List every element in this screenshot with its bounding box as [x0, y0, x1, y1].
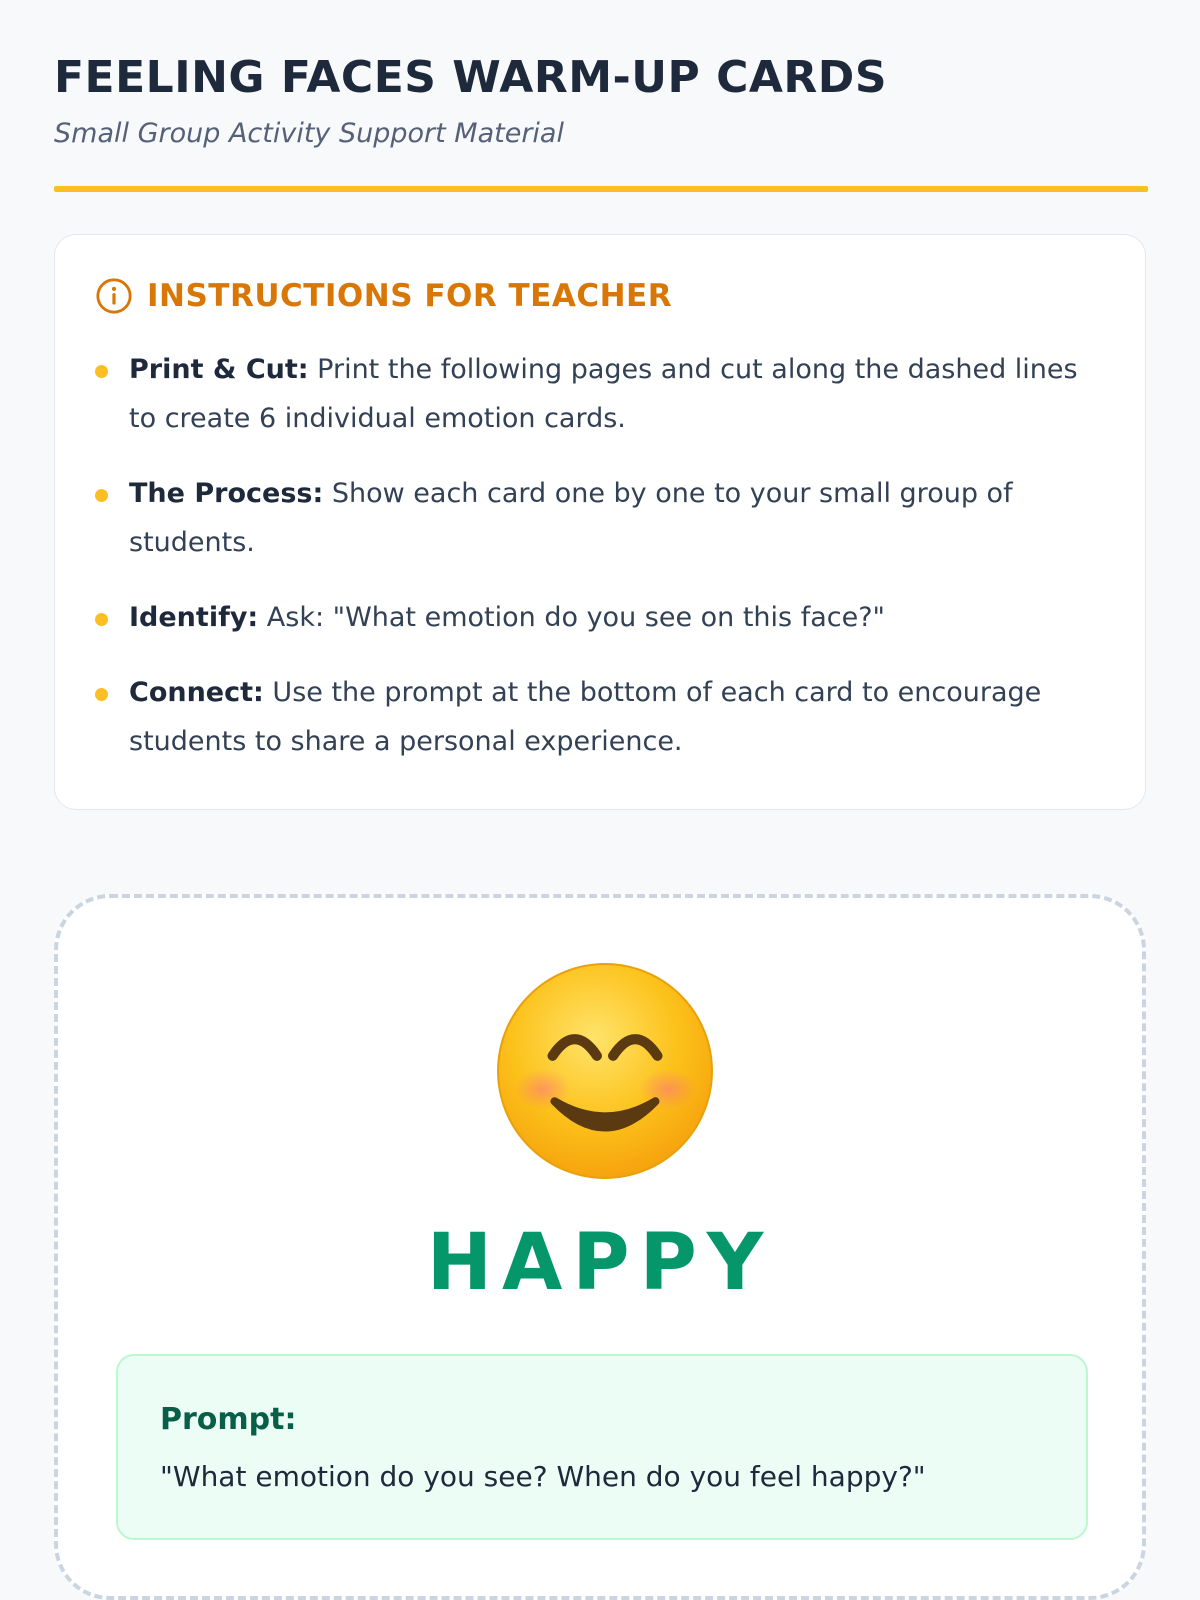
emotion-label: HAPPY — [426, 1218, 774, 1308]
prompt-text: "What emotion do you see? When do you feel happy?" — [160, 1460, 926, 1493]
header-divider — [54, 186, 1148, 192]
instruction-text: Use the prompt at the bottom of each card to encourage students to share a personal experience. — [129, 677, 1042, 757]
page-subtitle: Small Group Activity Support Material — [54, 118, 564, 149]
bullet-icon — [95, 613, 108, 626]
bullet-icon — [95, 489, 108, 502]
info-icon — [95, 277, 133, 315]
instructions-title: INSTRUCTIONS FOR TEACHER — [147, 278, 673, 314]
instructions-header — [95, 277, 672, 315]
instruction-item — [95, 668, 1105, 766]
page-title: FEELING FACES WARM-UP CARDS — [54, 52, 888, 103]
instruction-label: Print & Cut: — [129, 354, 309, 385]
smiling-face-icon — [494, 960, 716, 1182]
instruction-item — [95, 469, 1105, 567]
instruction-item — [95, 345, 1105, 443]
instruction-item — [95, 593, 1105, 642]
instruction-text: Print the following pages and cut along the dashed lines to create 6 individual emotion cards. — [129, 354, 1078, 434]
instruction-label: Identify: — [129, 602, 259, 633]
instructions-panel — [54, 234, 1146, 810]
bullet-icon — [95, 688, 108, 701]
instructions-list — [95, 345, 1105, 792]
instruction-text: Show each card one by one to your small group of students. — [129, 478, 1013, 558]
bullet-icon — [95, 365, 108, 378]
prompt-box — [116, 1354, 1088, 1540]
instruction-label: The Process: — [129, 478, 324, 509]
instruction-label: Connect: — [129, 677, 264, 708]
instruction-text: Ask: "What emotion do you see on this face?" — [258, 602, 885, 633]
prompt-label: Prompt: — [160, 1402, 297, 1437]
emotion-card — [54, 894, 1146, 1600]
